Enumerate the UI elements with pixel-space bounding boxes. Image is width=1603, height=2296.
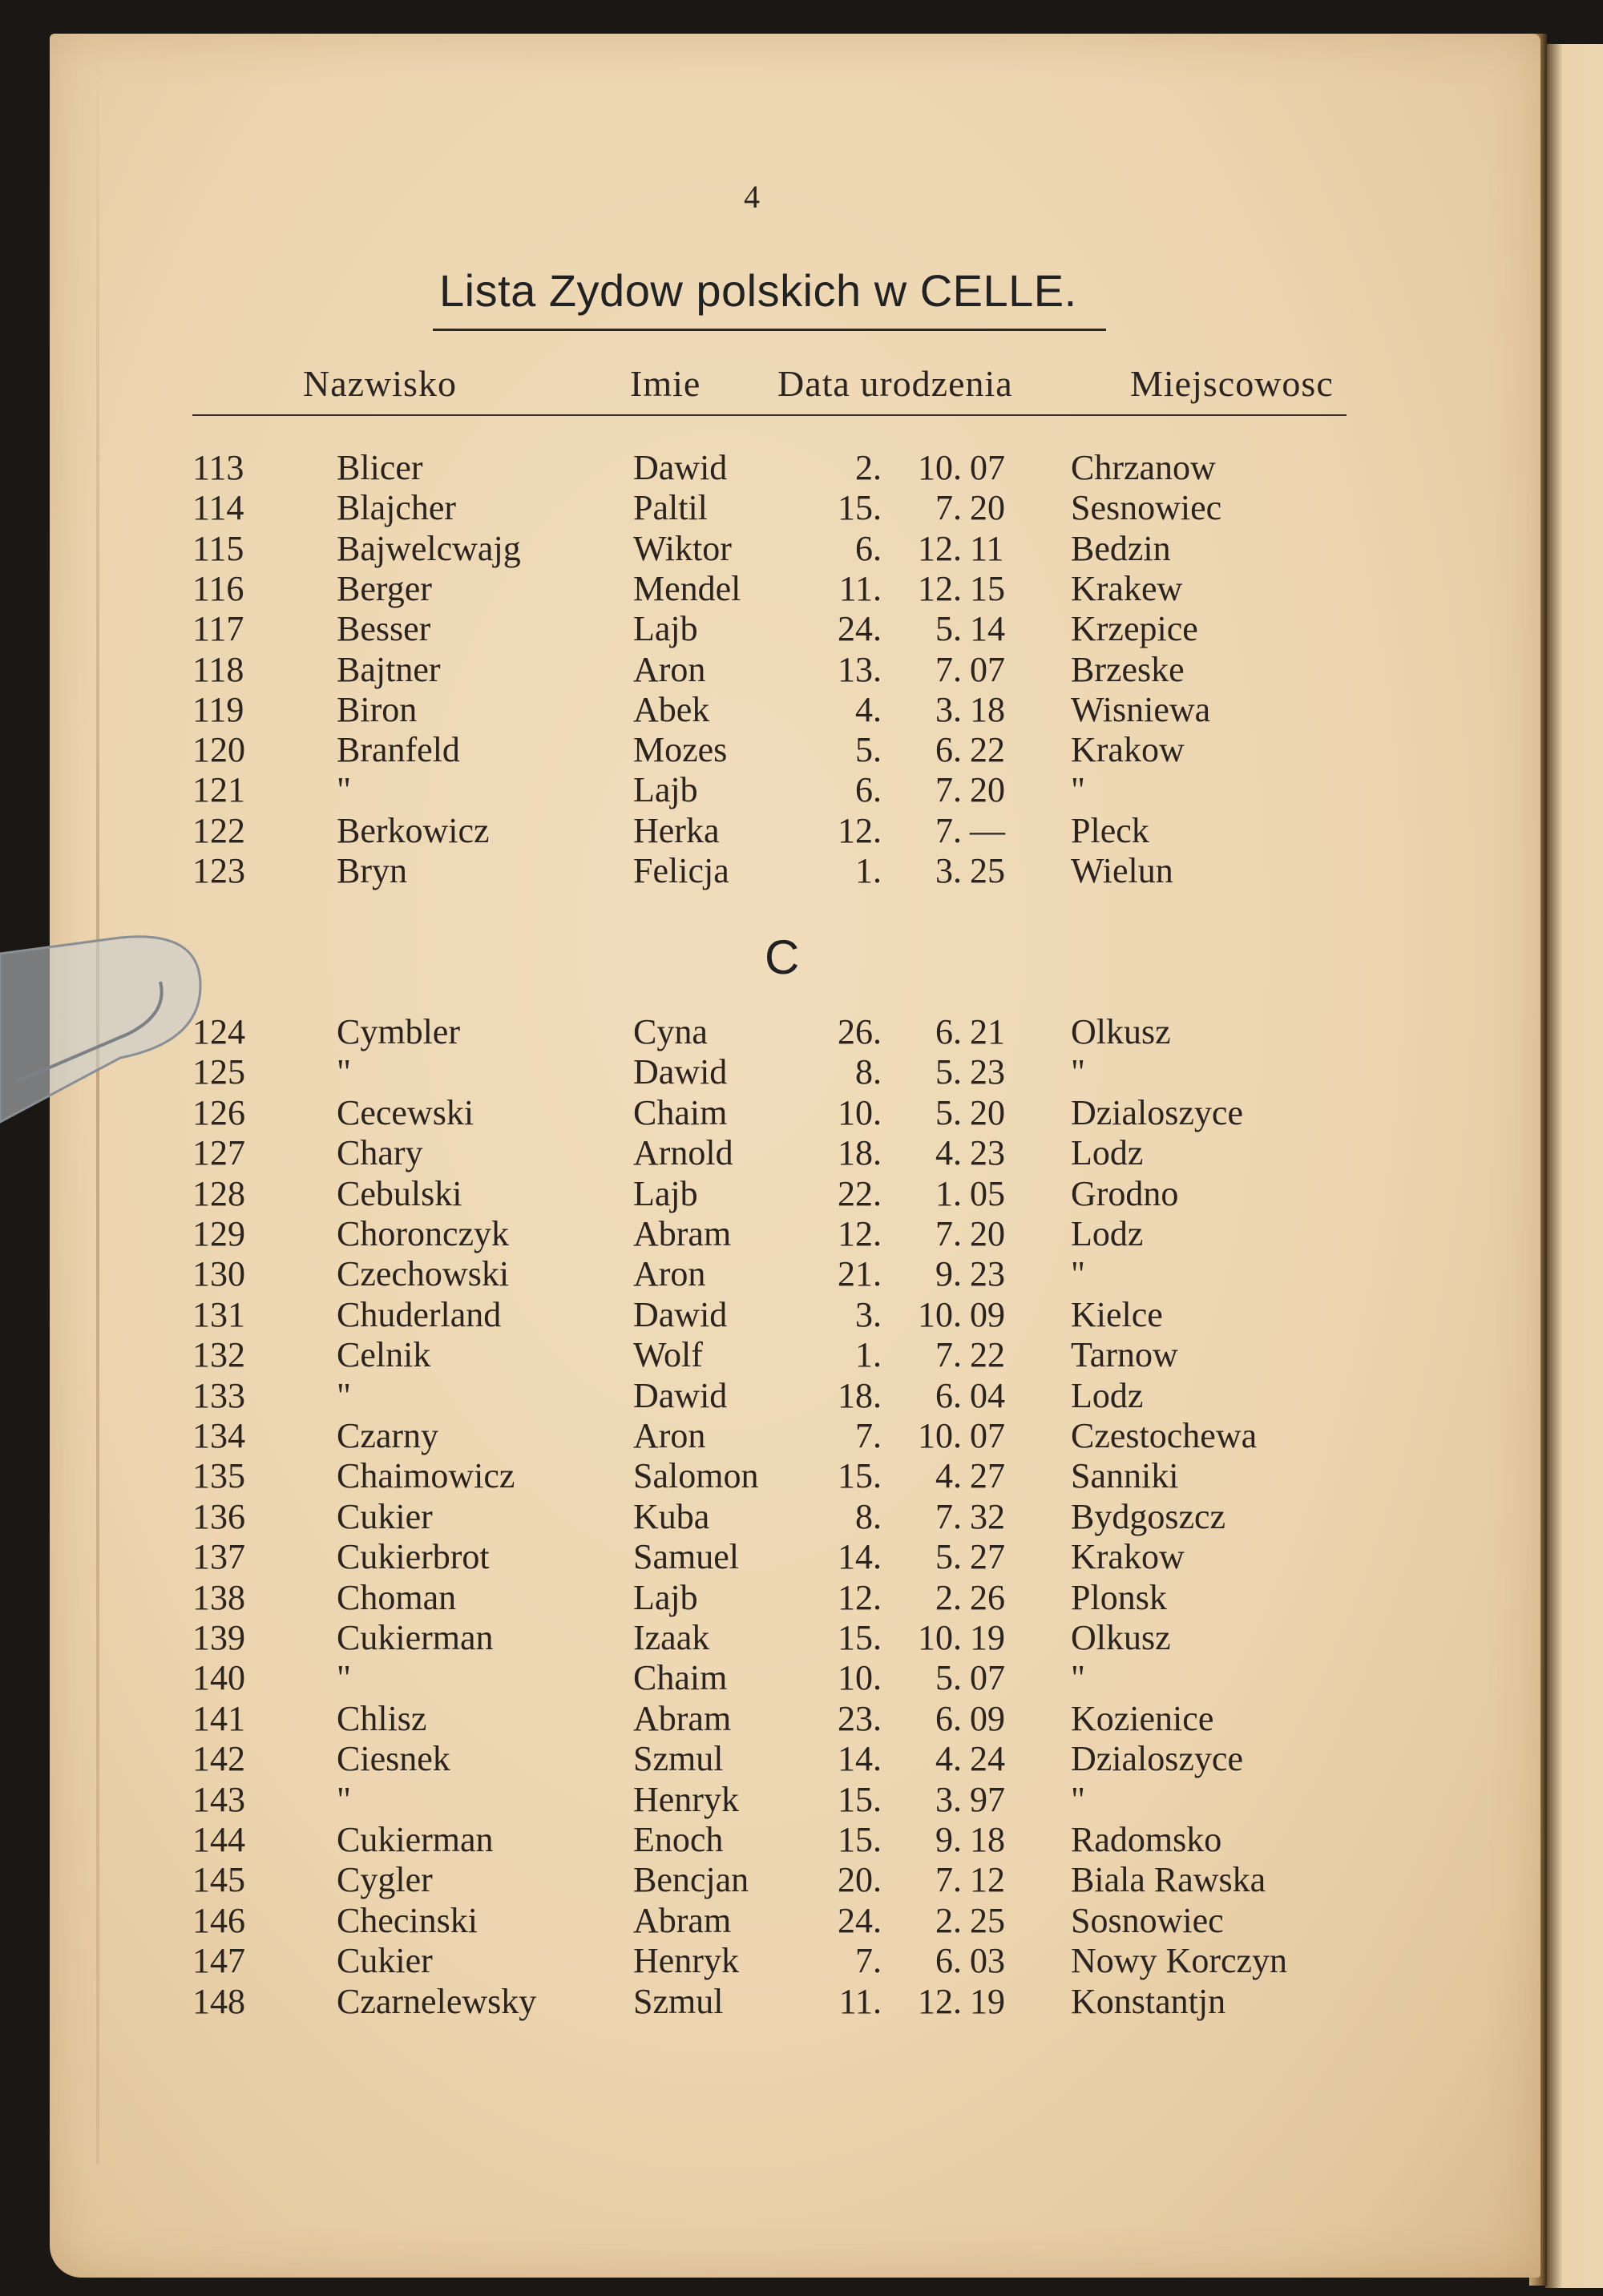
place: " xyxy=(1071,1779,1085,1819)
surname: Cebulski xyxy=(337,1173,462,1213)
birth-month: 5. xyxy=(935,609,962,649)
birth-year: 12 xyxy=(970,1860,1005,1900)
birth-month: 6. xyxy=(935,730,962,770)
surname: Bryn xyxy=(337,851,407,890)
place: Krzepice xyxy=(1071,609,1198,649)
row-number: 114 xyxy=(192,488,244,528)
birth-month: 2. xyxy=(935,1900,962,1940)
surname: Celnik xyxy=(337,1335,431,1375)
birth-day: 12. xyxy=(838,1214,882,1253)
birth-year: — xyxy=(970,810,1005,850)
row-number: 140 xyxy=(192,1658,245,1698)
birth-year: 20 xyxy=(970,770,1005,810)
table-row xyxy=(0,568,1603,608)
first-name: Cyna xyxy=(633,1012,708,1051)
row-number: 130 xyxy=(192,1254,245,1294)
surname: Chary xyxy=(337,1133,423,1173)
birth-year: 19 xyxy=(970,1618,1005,1657)
header-divider xyxy=(192,414,1347,416)
birth-month: 4. xyxy=(935,1739,962,1779)
surname: Cukierman xyxy=(337,1820,494,1859)
row-number: 115 xyxy=(192,528,244,568)
place: Krakew xyxy=(1071,568,1183,608)
first-name: Chaim xyxy=(633,1092,728,1132)
surname: Czarny xyxy=(337,1416,439,1455)
birth-month: 5. xyxy=(935,1052,962,1092)
birth-year: 15 xyxy=(970,568,1005,608)
birth-month: 12. xyxy=(918,528,962,568)
table-row xyxy=(0,1173,1603,1213)
table-row xyxy=(0,487,1603,527)
birth-day: 22. xyxy=(838,1173,882,1213)
place: " xyxy=(1071,770,1085,810)
row-number: 142 xyxy=(192,1739,245,1779)
birth-month: 6. xyxy=(935,1941,962,1981)
birth-year: 97 xyxy=(970,1779,1005,1819)
birth-year: 11 xyxy=(970,528,1004,568)
column-header-name: Nazwisko xyxy=(303,363,457,404)
row-number: 138 xyxy=(192,1577,245,1617)
place: Pleck xyxy=(1071,810,1149,850)
birth-month: 7. xyxy=(935,770,962,810)
birth-year: 20 xyxy=(970,1092,1005,1132)
place: Tarnow xyxy=(1071,1335,1178,1375)
surname: Blajcher xyxy=(337,488,457,528)
first-name: Abram xyxy=(633,1900,732,1940)
surname: Branfeld xyxy=(337,730,460,770)
table-row xyxy=(0,1981,1603,2021)
place: Sanniki xyxy=(1071,1456,1179,1496)
birth-month: 12. xyxy=(918,1981,962,2021)
birth-month: 5. xyxy=(935,1658,962,1698)
place: " xyxy=(1071,1658,1085,1698)
row-number: 141 xyxy=(192,1698,245,1738)
birth-month: 10. xyxy=(918,1294,962,1334)
birth-month: 9. xyxy=(935,1254,962,1294)
place: Olkusz xyxy=(1071,1618,1171,1657)
table-row xyxy=(0,729,1603,769)
birth-day: 1. xyxy=(855,1335,882,1375)
first-name: Abram xyxy=(633,1214,732,1253)
place: Bedzin xyxy=(1071,528,1171,568)
surname: Cecewski xyxy=(337,1092,474,1132)
first-name: Aron xyxy=(633,1416,706,1455)
row-number: 123 xyxy=(192,851,245,890)
place: Lodz xyxy=(1071,1133,1144,1173)
place: Dzialoszyce xyxy=(1071,1092,1243,1132)
row-number: 113 xyxy=(192,448,244,487)
place: Kozienice xyxy=(1071,1698,1214,1738)
birth-year: 23 xyxy=(970,1133,1005,1173)
row-number: 139 xyxy=(192,1618,245,1657)
birth-year: 14 xyxy=(970,609,1005,649)
birth-month: 7. xyxy=(935,649,962,689)
first-name: Henryk xyxy=(633,1941,739,1981)
surname: Chlisz xyxy=(337,1698,427,1738)
birth-month: 6. xyxy=(935,1012,962,1051)
birth-year: 32 xyxy=(970,1496,1005,1536)
row-number: 125 xyxy=(192,1052,245,1092)
birth-month: 9. xyxy=(935,1820,962,1859)
first-name: Wolf xyxy=(633,1335,703,1375)
birth-month: 7. xyxy=(935,1496,962,1536)
table-row xyxy=(0,1334,1603,1374)
table-row xyxy=(0,850,1603,890)
birth-year: 18 xyxy=(970,689,1005,729)
surname: Cymbler xyxy=(337,1012,460,1051)
row-number: 118 xyxy=(192,649,244,689)
place: Wielun xyxy=(1071,851,1173,890)
birth-day: 10. xyxy=(838,1092,882,1132)
birth-year: 20 xyxy=(970,488,1005,528)
place: Bydgoszcz xyxy=(1071,1496,1226,1536)
row-number: 132 xyxy=(192,1335,245,1375)
table-row xyxy=(0,1577,1603,1617)
table-row xyxy=(0,769,1603,809)
birth-day: 6. xyxy=(855,770,882,810)
birth-day: 20. xyxy=(838,1860,882,1900)
first-name: Dawid xyxy=(633,1375,728,1415)
birth-year: 05 xyxy=(970,1173,1005,1213)
row-number: 127 xyxy=(192,1133,245,1173)
birth-day: 15. xyxy=(838,1618,882,1657)
birth-month: 10. xyxy=(918,1618,962,1657)
first-name: Enoch xyxy=(633,1820,724,1859)
first-name: Lajb xyxy=(633,770,698,810)
row-number: 116 xyxy=(192,568,244,608)
birth-month: 6. xyxy=(935,1375,962,1415)
first-name: Szmul xyxy=(633,1981,724,2021)
birth-month: 7. xyxy=(935,810,962,850)
birth-year: 27 xyxy=(970,1537,1005,1577)
surname: Blicer xyxy=(337,448,423,487)
table-row xyxy=(0,1536,1603,1576)
table-row xyxy=(0,1213,1603,1253)
table-row xyxy=(0,1859,1603,1899)
table-row xyxy=(0,1779,1603,1819)
place: Wisniewa xyxy=(1071,689,1211,729)
surname: Cukier xyxy=(337,1941,433,1981)
birth-day: 11. xyxy=(838,1981,882,2021)
surname: Besser xyxy=(337,609,431,649)
first-name: Aron xyxy=(633,649,706,689)
birth-month: 1. xyxy=(935,1173,962,1213)
first-name: Samuel xyxy=(633,1537,739,1577)
first-name: Arnold xyxy=(633,1133,733,1173)
birth-year: 07 xyxy=(970,448,1005,487)
first-name: Chaim xyxy=(633,1658,728,1698)
place: Radomsko xyxy=(1071,1820,1222,1859)
birth-year: 25 xyxy=(970,851,1005,890)
table-row xyxy=(0,649,1603,689)
table-row xyxy=(0,1900,1603,1940)
birth-day: 8. xyxy=(855,1052,882,1092)
surname: Berger xyxy=(337,568,432,608)
row-number: 143 xyxy=(192,1779,245,1819)
birth-year: 26 xyxy=(970,1577,1005,1617)
first-name: Dawid xyxy=(633,448,728,487)
first-name: Abram xyxy=(633,1698,732,1738)
row-number: 119 xyxy=(192,689,244,729)
birth-day: 15. xyxy=(838,1820,882,1859)
table-row xyxy=(0,1051,1603,1092)
place: " xyxy=(1071,1052,1085,1092)
birth-day: 15. xyxy=(838,1779,882,1819)
birth-month: 12. xyxy=(918,568,962,608)
birth-day: 5. xyxy=(855,730,882,770)
first-name: Bencjan xyxy=(633,1860,749,1900)
birth-day: 15. xyxy=(838,488,882,528)
place: " xyxy=(1071,1254,1085,1294)
row-number: 145 xyxy=(192,1860,245,1900)
birth-day: 18. xyxy=(838,1133,882,1173)
table-row xyxy=(0,1819,1603,1859)
birth-day: 10. xyxy=(838,1658,882,1698)
place: Krakow xyxy=(1071,1537,1185,1577)
place: Konstantjn xyxy=(1071,1981,1226,2021)
birth-day: 11. xyxy=(838,568,882,608)
surname: Cukierbrot xyxy=(337,1537,490,1577)
table-row xyxy=(0,1011,1603,1051)
first-name: Felicja xyxy=(633,851,729,890)
birth-month: 7. xyxy=(935,488,962,528)
place: Lodz xyxy=(1071,1375,1144,1415)
table-row xyxy=(0,689,1603,729)
row-number: 137 xyxy=(192,1537,245,1577)
place: Brzeske xyxy=(1071,649,1185,689)
row-number: 129 xyxy=(192,1214,245,1253)
birth-month: 7. xyxy=(935,1335,962,1375)
birth-year: 22 xyxy=(970,1335,1005,1375)
first-name: Henryk xyxy=(633,1779,739,1819)
first-name: Lajb xyxy=(633,609,698,649)
birth-day: 7. xyxy=(855,1941,882,1981)
surname: Chaimowicz xyxy=(337,1456,515,1496)
surname: Choronczyk xyxy=(337,1214,510,1253)
surname: " xyxy=(337,1658,351,1698)
birth-day: 13. xyxy=(838,649,882,689)
birth-day: 3. xyxy=(855,1294,882,1334)
first-name: Aron xyxy=(633,1254,706,1294)
birth-day: 23. xyxy=(838,1698,882,1738)
surname: Chuderland xyxy=(337,1294,502,1334)
table-row xyxy=(0,1940,1603,1980)
surname: Berkowicz xyxy=(337,810,490,850)
surname: Ciesnek xyxy=(337,1739,450,1779)
table-row xyxy=(0,1657,1603,1697)
birth-year: 07 xyxy=(970,649,1005,689)
first-name: Mozes xyxy=(633,730,728,770)
first-name: Herka xyxy=(633,810,720,850)
birth-month: 10. xyxy=(918,1416,962,1455)
birth-year: 07 xyxy=(970,1416,1005,1455)
birth-year: 19 xyxy=(970,1981,1005,2021)
surname: Cukier xyxy=(337,1496,433,1536)
table-row xyxy=(0,1294,1603,1334)
place: Nowy Korczyn xyxy=(1071,1941,1288,1981)
birth-day: 1. xyxy=(855,851,882,890)
surname: " xyxy=(337,1052,351,1092)
birth-day: 15. xyxy=(838,1456,882,1496)
birth-month: 5. xyxy=(935,1537,962,1577)
table-row xyxy=(0,528,1603,568)
table-row xyxy=(0,1455,1603,1495)
first-name: Dawid xyxy=(633,1294,728,1334)
first-name: Abek xyxy=(633,689,710,729)
birth-day: 4. xyxy=(855,689,882,729)
row-number: 131 xyxy=(192,1294,245,1334)
birth-month: 3. xyxy=(935,851,962,890)
row-number: 122 xyxy=(192,810,245,850)
table-row xyxy=(0,1496,1603,1536)
surname: Choman xyxy=(337,1577,457,1617)
row-number: 117 xyxy=(192,609,244,649)
birth-day: 18. xyxy=(838,1375,882,1415)
table-row xyxy=(0,1617,1603,1657)
birth-month: 5. xyxy=(935,1092,962,1132)
surname: Checinski xyxy=(337,1900,478,1940)
birth-year: 03 xyxy=(970,1941,1005,1981)
birth-day: 12. xyxy=(838,1577,882,1617)
surname: Czechowski xyxy=(337,1254,510,1294)
title-underline xyxy=(433,329,1106,331)
birth-month: 3. xyxy=(935,689,962,729)
first-name: Kuba xyxy=(633,1496,710,1536)
surname: Bajwelcwajg xyxy=(337,528,521,568)
surname: Cygler xyxy=(337,1860,433,1900)
table-row xyxy=(0,1698,1603,1738)
first-name: Paltil xyxy=(633,488,708,528)
table-row xyxy=(0,1092,1603,1132)
birth-day: 24. xyxy=(838,1900,882,1940)
birth-year: 22 xyxy=(970,730,1005,770)
place: Lodz xyxy=(1071,1214,1144,1253)
surname: " xyxy=(337,1375,351,1415)
column-header-place: Miejscowosc xyxy=(1130,363,1334,404)
column-header-first-name: Imie xyxy=(630,363,701,404)
surname: " xyxy=(337,770,351,810)
table-row xyxy=(0,447,1603,487)
table-row xyxy=(0,1132,1603,1172)
row-number: 134 xyxy=(192,1416,245,1455)
birth-month: 7. xyxy=(935,1860,962,1900)
birth-day: 21. xyxy=(838,1254,882,1294)
section-letter: C xyxy=(765,930,800,984)
birth-year: 20 xyxy=(970,1214,1005,1253)
birth-year: 07 xyxy=(970,1658,1005,1698)
birth-day: 14. xyxy=(838,1739,882,1779)
place: Olkusz xyxy=(1071,1012,1171,1051)
table-row xyxy=(0,1253,1603,1293)
surname: Bajtner xyxy=(337,649,441,689)
birth-year: 18 xyxy=(970,1820,1005,1859)
birth-day: 7. xyxy=(855,1416,882,1455)
birth-year: 23 xyxy=(970,1052,1005,1092)
birth-day: 2. xyxy=(855,448,882,487)
first-name: Izaak xyxy=(633,1618,710,1657)
row-number: 148 xyxy=(192,1981,245,2021)
first-name: Lajb xyxy=(633,1577,698,1617)
birth-month: 4. xyxy=(935,1133,962,1173)
page-title: Lista Zydow polskich w CELLE. xyxy=(439,265,1077,316)
first-name: Wiktor xyxy=(633,528,732,568)
place: Sesnowiec xyxy=(1071,488,1222,528)
place: Kielce xyxy=(1071,1294,1163,1334)
row-number: 120 xyxy=(192,730,245,770)
surname: " xyxy=(337,1779,351,1819)
row-number: 144 xyxy=(192,1820,245,1859)
row-number: 121 xyxy=(192,770,245,810)
birth-day: 8. xyxy=(855,1496,882,1536)
birth-day: 24. xyxy=(838,609,882,649)
row-number: 126 xyxy=(192,1092,245,1132)
birth-year: 09 xyxy=(970,1698,1005,1738)
table-row xyxy=(0,1738,1603,1778)
table-row xyxy=(0,1375,1603,1415)
birth-month: 6. xyxy=(935,1698,962,1738)
first-name: Lajb xyxy=(633,1173,698,1213)
surname: Biron xyxy=(337,689,418,729)
place: Grodno xyxy=(1071,1173,1179,1213)
surname: Czarnelewsky xyxy=(337,1981,537,2021)
table-row xyxy=(0,608,1603,648)
row-number: 136 xyxy=(192,1496,245,1536)
first-name: Mendel xyxy=(633,568,741,608)
birth-month: 4. xyxy=(935,1456,962,1496)
birth-year: 27 xyxy=(970,1456,1005,1496)
birth-month: 2. xyxy=(935,1577,962,1617)
table-row xyxy=(0,810,1603,850)
place: Krakow xyxy=(1071,730,1185,770)
birth-day: 12. xyxy=(838,810,882,850)
row-number: 146 xyxy=(192,1900,245,1940)
birth-month: 3. xyxy=(935,1779,962,1819)
first-name: Szmul xyxy=(633,1739,724,1779)
birth-year: 23 xyxy=(970,1254,1005,1294)
birth-day: 14. xyxy=(838,1537,882,1577)
birth-month: 7. xyxy=(935,1214,962,1253)
birth-day: 6. xyxy=(855,528,882,568)
row-number: 133 xyxy=(192,1375,245,1415)
place: Sosnowiec xyxy=(1071,1900,1224,1940)
row-number: 124 xyxy=(192,1012,245,1051)
first-name: Salomon xyxy=(633,1456,759,1496)
page-number: 4 xyxy=(744,179,760,215)
place: Biala Rawska xyxy=(1071,1860,1266,1900)
birth-year: 09 xyxy=(970,1294,1005,1334)
row-number: 135 xyxy=(192,1456,245,1496)
birth-year: 21 xyxy=(970,1012,1005,1051)
place: Czestochewa xyxy=(1071,1416,1258,1455)
place: Dzialoszyce xyxy=(1071,1739,1243,1779)
table-row xyxy=(0,1415,1603,1455)
birth-day: 26. xyxy=(838,1012,882,1051)
place: Plonsk xyxy=(1071,1577,1167,1617)
birth-year: 25 xyxy=(970,1900,1005,1940)
birth-year: 24 xyxy=(970,1739,1005,1779)
column-header-birth-date: Data urodzenia xyxy=(777,363,1013,404)
row-number: 128 xyxy=(192,1173,245,1213)
place: Chrzanow xyxy=(1071,448,1216,487)
surname: Cukierman xyxy=(337,1618,494,1657)
row-number: 147 xyxy=(192,1941,245,1981)
birth-month: 10. xyxy=(918,448,962,487)
first-name: Dawid xyxy=(633,1052,728,1092)
birth-year: 04 xyxy=(970,1375,1005,1415)
